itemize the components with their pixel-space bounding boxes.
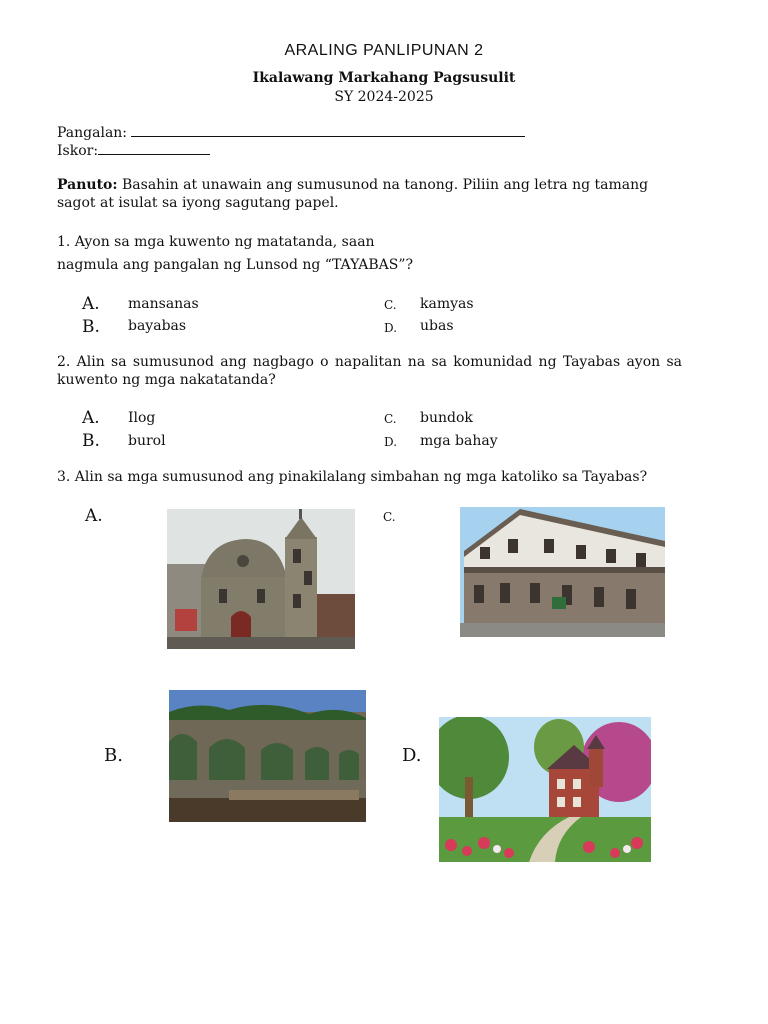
name-field <box>57 125 525 141</box>
question-3-text: 3. Alin sa mga sumusunod ang pinakilalang simbahan ng mga katoliko sa Tayabas? <box>57 469 648 485</box>
score-blank-line <box>98 144 210 155</box>
q1-option-a-letter: A. <box>82 294 100 314</box>
stone-bridge-photo <box>169 690 366 822</box>
q1-option-d-letter: D. <box>384 321 398 335</box>
q1-option-b-letter: B. <box>82 317 100 337</box>
victorian-garden-house-painting <box>439 717 651 862</box>
q2-option-b-text: burol <box>128 433 166 449</box>
instructions-text: Basahin at unawain ang sumusunod na tanong. Piliin ang letra ng tamang sagot at isulat sa iyong sagutang papel. <box>57 177 649 211</box>
exam-title: Ikalawang Markahang Pagsusulit <box>252 70 516 86</box>
question-1-line-2: nagmula ang pangalan ng Lunsod ng “TAYABAS”? <box>57 257 413 273</box>
question-2-text: 2. Alin sa sumusunod ang nagbago o napalitan na sa komunidad ng Tayabas ayon sa kuwento ng mga nakatatanda? <box>57 354 682 388</box>
instructions <box>57 176 685 212</box>
subject-title: ARALING PANLIPUNAN 2 <box>284 42 484 59</box>
q1-option-c-letter: C. <box>384 298 397 312</box>
q1-option-c-text: kamyas <box>420 296 474 312</box>
q2-option-a-letter: A. <box>82 408 100 428</box>
q2-option-b-letter: B. <box>82 431 100 451</box>
q3-option-c-letter: C. <box>383 510 396 524</box>
score-field <box>57 143 210 159</box>
score-label: Iskor: <box>57 143 99 159</box>
q3-option-a-letter: A. <box>85 506 103 526</box>
stone-church-photo <box>167 509 355 649</box>
school-year: SY 2024-2025 <box>334 89 434 105</box>
q2-option-d-letter: D. <box>384 435 398 449</box>
q2-option-c-letter: C. <box>384 412 397 426</box>
q3-option-b-letter: B. <box>104 745 123 766</box>
q2-option-c-text: bundok <box>420 410 473 426</box>
name-label: Pangalan: <box>57 125 128 141</box>
q2-option-d-text: mga bahay <box>420 433 498 449</box>
q1-option-b-text: bayabas <box>128 318 187 334</box>
name-blank-line <box>131 126 525 137</box>
q2-option-a-text: Ilog <box>128 410 156 426</box>
instructions-label: Panuto: <box>57 177 118 193</box>
question-1-line-1: 1. Ayon sa mga kuwento ng matatanda, saan <box>57 234 375 250</box>
q1-option-a-text: mansanas <box>128 296 199 312</box>
q3-option-d-letter: D. <box>402 745 422 766</box>
old-ancestral-house-photo <box>460 507 665 637</box>
q1-option-d-text: ubas <box>420 318 454 334</box>
